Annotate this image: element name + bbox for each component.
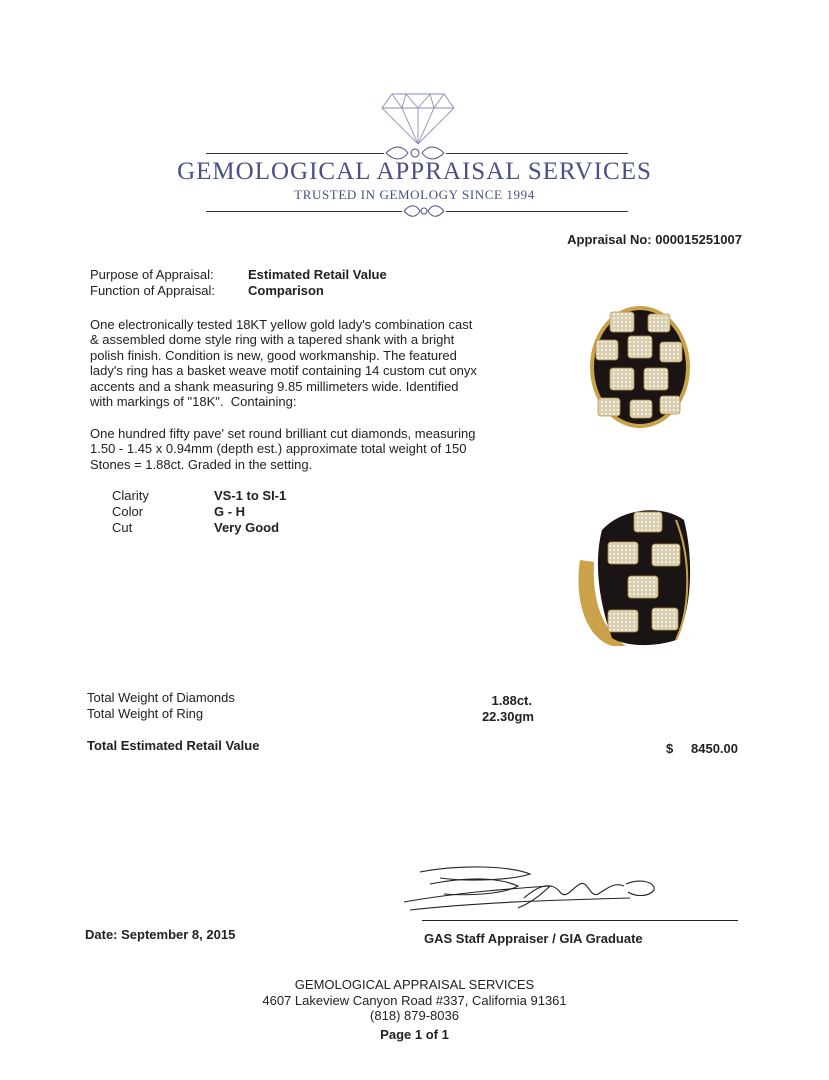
- total-retail-value-label: Total Estimated Retail Value: [87, 738, 260, 753]
- description-paragraph: [90, 317, 510, 409]
- footer-address: 4607 Lakeview Canyon Road #337, California 91361: [262, 993, 567, 1008]
- footer-company: GEMOLOGICAL APPRAISAL SERVICES: [294, 977, 535, 992]
- logo-top-rule-right: [446, 153, 628, 154]
- signature-line: [422, 920, 738, 921]
- cut-label: Cut: [112, 520, 133, 535]
- logo-bottom-rule-right: [446, 211, 628, 212]
- color-value: G - H: [214, 504, 246, 519]
- logo-bottom-rule-left: [206, 211, 402, 212]
- ornament-bottom-icon: [402, 202, 446, 220]
- description-line: lady's ring has a basket weave motif containing 14 custom cut onyx: [90, 363, 477, 379]
- total-diamond-weight-label: Total Weight of Diamonds: [87, 690, 235, 705]
- logo-top-rule-left: [206, 153, 384, 154]
- ring-photo-front: [588, 304, 692, 430]
- company-tagline: TRUSTED IN GEMOLOGY SINCE 1994: [294, 187, 535, 202]
- diamond-logo-icon: [378, 88, 458, 148]
- total-retail-value: 8450.00: [691, 741, 738, 756]
- description-line: & assembled dome style ring with a tapered shank with a bright: [90, 332, 455, 348]
- diamond-line: Stones = 1.88ct. Graded in the setting.: [90, 456, 313, 472]
- function-value: Comparison: [248, 283, 324, 298]
- purpose-value: Estimated Retail Value: [248, 267, 387, 282]
- cut-value: Very Good: [214, 520, 280, 535]
- total-diamond-weight-value: 1.88ct.: [491, 693, 532, 708]
- total-ring-weight-label: Total Weight of Ring: [87, 706, 204, 721]
- appraiser-title: GAS Staff Appraiser / GIA Graduate: [424, 931, 643, 946]
- diamond-line: 1.50 - 1.45 x 0.94mm (depth est.) approximate total weight of 150: [90, 441, 467, 457]
- page-number: Page 1 of 1: [380, 1027, 449, 1042]
- description-line: polish finish. Condition is new, good workmanship. The featured: [90, 347, 457, 363]
- color-label: Color: [112, 504, 144, 519]
- clarity-label: Clarity: [112, 488, 149, 503]
- description-line: One electronically tested 18KT yellow gold lady's combination cast: [90, 317, 473, 332]
- ring-photo-side: [572, 500, 698, 648]
- diamond-description: [90, 426, 510, 472]
- clarity-value: VS-1 to SI-1: [214, 488, 287, 503]
- diamond-line: One hundred fifty pave' set round brilliant cut diamonds, measuring: [90, 426, 476, 441]
- appraiser-signature: [400, 858, 690, 918]
- total-ring-weight-value: 22.30gm: [481, 709, 534, 724]
- function-label: Function of Appraisal:: [90, 283, 216, 298]
- currency-symbol: $: [666, 741, 674, 756]
- description-line: with markings of "18K". Containing:: [90, 394, 297, 410]
- company-name: GEMOLOGICAL APPRAISAL SERVICES: [177, 158, 652, 185]
- appraisal-date: Date: September 8, 2015: [85, 927, 236, 942]
- purpose-label: Purpose of Appraisal:: [90, 267, 214, 282]
- description-line: accents and a shank measuring 9.85 millimeters wide. Identified: [90, 378, 459, 394]
- footer-phone: (818) 879-8036: [370, 1008, 459, 1023]
- appraisal-number: Appraisal No: 000015251007: [567, 232, 742, 247]
